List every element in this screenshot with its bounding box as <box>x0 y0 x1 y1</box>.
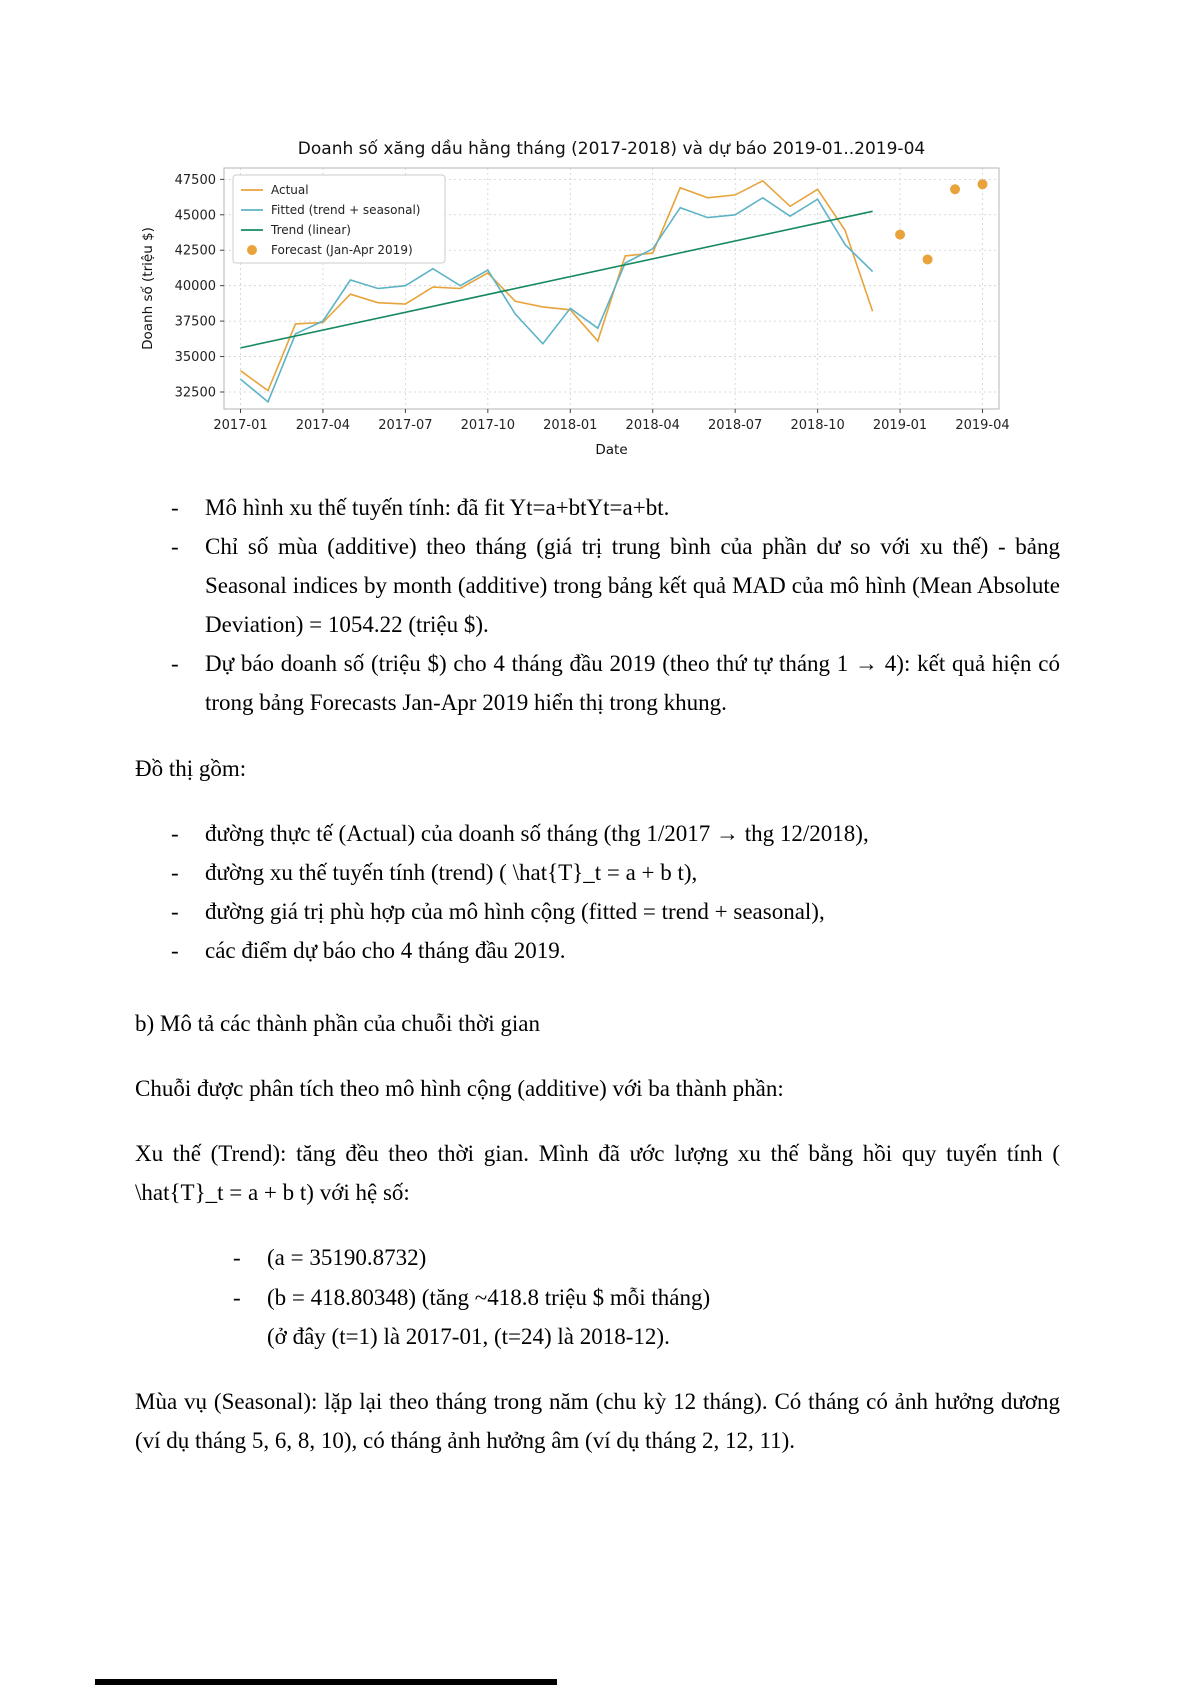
svg-text:Forecast (Jan-Apr 2019): Forecast (Jan-Apr 2019) <box>271 243 413 257</box>
document-body <box>135 488 1060 1486</box>
svg-text:Fitted (trend + seasonal): Fitted (trend + seasonal) <box>271 203 421 217</box>
list-item: - Mô hình xu thế tuyến tính: đã fit Yt=a+btYt=a+bt. <box>135 488 1060 527</box>
list-item: - Chỉ số mùa (additive) theo tháng (giá trị trung bình của phần dư so với xu thế) - bảng Seasonal indices by month (additive) trong bảng kết quả MAD của mô hình (Mean Absolute Deviation) = 1054.22 (triệu $). <box>135 527 1060 644</box>
svg-text:2018-10: 2018-10 <box>790 418 845 433</box>
decomposition-intro: Chuỗi được phân tích theo mô hình cộng (additive) với ba thành phần: <box>135 1076 784 1102</box>
svg-text:Doanh số (triệu $): Doanh số (triệu $) <box>140 227 156 350</box>
svg-text:35000: 35000 <box>174 350 216 366</box>
list-item: - (a = 35190.8732) <box>135 1238 1060 1277</box>
svg-text:Actual: Actual <box>271 183 309 197</box>
svg-text:Doanh số xăng dầu hằng tháng (: Doanh số xăng dầu hằng tháng (2017-2018) và dự báo 2019-01..2019-04 <box>297 139 926 159</box>
sales-forecast-chart-svg <box>136 138 1016 468</box>
list-item: - Dự báo doanh số (triệu $) cho 4 tháng đầu 2019 (theo thứ tự tháng 1 → 4): kết quả hiện có trong bảng Forecasts Jan-Apr 2019 hiển thị trong khung. <box>135 644 1060 722</box>
seasonal-paragraph: Mùa vụ (Seasonal): lặp lại theo tháng trong năm (chu kỳ 12 tháng). Có tháng có ảnh hưởng dương (ví dụ tháng 5, 6, 8, 10), có tháng ảnh hưởng âm (ví dụ tháng 2, 12, 11). <box>135 1388 1060 1453</box>
svg-text:2019-04: 2019-04 <box>955 418 1010 433</box>
svg-text:2017-01: 2017-01 <box>213 418 268 433</box>
svg-text:2018-07: 2018-07 <box>708 418 763 433</box>
next-page-edge <box>95 1679 557 1685</box>
svg-text:2017-10: 2017-10 <box>460 418 515 433</box>
trend-note: (ở đây (t=1) là 2017-01, (t=24) là 2018-12). <box>267 1323 670 1349</box>
list-item: - đường xu thế tuyến tính (trend) ( \hat{T}_t = a + b t), <box>135 853 1060 892</box>
trend-coefficients-list <box>135 1238 1060 1316</box>
model-summary-list <box>135 488 1060 723</box>
svg-text:42500: 42500 <box>174 243 216 259</box>
svg-text:2018-01: 2018-01 <box>543 418 598 433</box>
svg-text:37500: 37500 <box>174 314 216 330</box>
svg-text:2019-01: 2019-01 <box>872 418 928 433</box>
svg-text:Date: Date <box>595 442 628 458</box>
list-item: - đường thực tế (Actual) của doanh số tháng (thg 1/2017 → thg 12/2018), <box>135 814 1060 853</box>
chart-figure <box>136 138 1016 473</box>
section-b-heading: b) Mô tả các thành phần của chuỗi thời gian <box>135 1011 540 1037</box>
svg-text:45000: 45000 <box>174 208 216 224</box>
svg-text:2017-07: 2017-07 <box>378 418 433 433</box>
svg-text:2018-04: 2018-04 <box>625 418 680 433</box>
chart-includes-list <box>135 814 1060 970</box>
svg-text:32500: 32500 <box>174 385 216 401</box>
svg-text:Trend (linear): Trend (linear) <box>271 223 351 237</box>
svg-text:47500: 47500 <box>174 172 216 188</box>
trend-paragraph: Xu thế (Trend): tăng đều theo thời gian. Mình đã ước lượng xu thế bằng hồi quy tuyến tính ( \hat{T}_t = a + b t) với hệ số: <box>135 1141 1060 1206</box>
svg-text:40000: 40000 <box>174 279 216 295</box>
list-item: - (b = 418.80348) (tăng ~418.8 triệu $ mỗi tháng) <box>135 1278 1060 1317</box>
chart-includes-heading: Đồ thị gồm: <box>135 755 247 781</box>
svg-text:2017-04: 2017-04 <box>295 418 351 433</box>
monthly-sales-forecast-chart <box>136 138 1016 473</box>
list-item: - các điểm dự báo cho 4 tháng đầu 2019. <box>135 931 1060 970</box>
list-item: - đường giá trị phù hợp của mô hình cộng (fitted = trend + seasonal), <box>135 892 1060 931</box>
